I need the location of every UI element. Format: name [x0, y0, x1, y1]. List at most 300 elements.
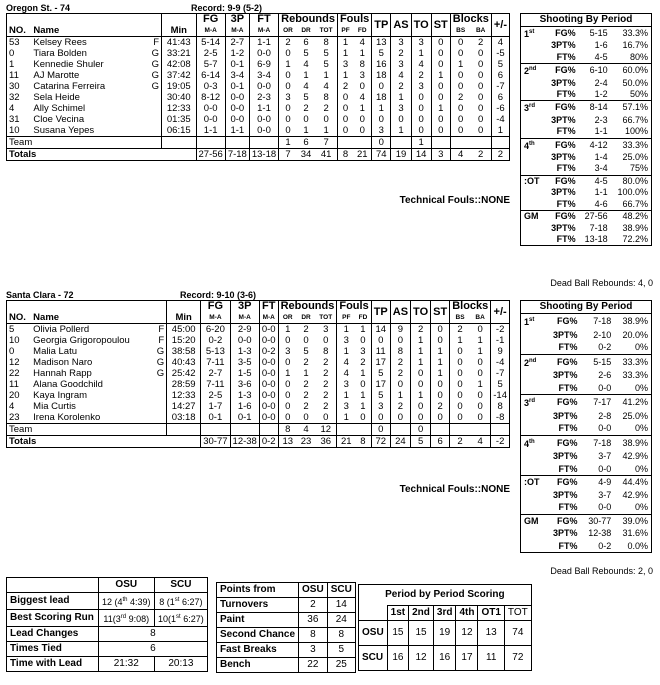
stat-bs: 0: [450, 346, 470, 357]
shooting-made-att: 4-5: [579, 175, 611, 187]
player-number: 23: [9, 412, 20, 423]
summary-value-osu: 21:32: [98, 657, 154, 672]
period-label: 1st: [524, 317, 535, 327]
summary-row: [7, 593, 208, 610]
shooting-stat-label: FG%: [545, 514, 580, 527]
col-header: M-A: [201, 312, 230, 324]
period-label: :OT: [521, 175, 546, 187]
stat-tp: 3-6: [230, 379, 259, 390]
shooting-pct: 60.0%: [611, 64, 652, 78]
stat-tot: 3: [323, 324, 329, 335]
shooting-row: [521, 501, 652, 514]
team-stat-pf: [337, 137, 353, 149]
player-name-cell: [31, 379, 166, 390]
col-header: NO.: [7, 14, 32, 37]
team-record-osu: Record: 9-9 (5-2): [191, 3, 263, 13]
technical-fouls-scu: Technical Fouls::NONE: [399, 484, 510, 495]
col-header: Name: [31, 14, 161, 37]
shooting-title-row: [521, 301, 652, 314]
summary-value-osu: 11(3rd 9:08): [98, 610, 154, 627]
total-tot: 36: [315, 436, 337, 448]
period-label: 3rd: [521, 395, 546, 410]
period-label: [521, 199, 546, 211]
team-stat-dr: 4: [297, 424, 315, 436]
period-header: 1st: [387, 606, 408, 621]
stat-or: 0: [279, 103, 297, 114]
period-score: 72: [504, 646, 531, 671]
stat-pf: 1: [337, 37, 353, 49]
stat-st: 0: [431, 114, 450, 125]
stat-pts: 14: [371, 324, 390, 336]
total-st: 3: [431, 149, 450, 161]
stat-ba: 0: [477, 357, 483, 368]
col-header: Fouls: [337, 301, 371, 313]
total-pf: 8: [337, 149, 353, 161]
stat-min: 38:58: [167, 346, 201, 357]
box-score-table-osu: [6, 13, 510, 161]
stat-tot: 2: [323, 401, 329, 412]
stat-as: 0: [390, 335, 410, 346]
stat-bs: 0: [450, 412, 470, 424]
team-stat-to: 1: [411, 137, 431, 149]
points-from-osu: 22: [299, 658, 328, 673]
stat-tp: 1-3: [230, 346, 259, 357]
period-score: 15: [409, 621, 434, 646]
col-header: 3P: [230, 301, 259, 313]
stat-tp: 0-0: [225, 103, 249, 114]
stat-min: 14:27: [167, 401, 201, 412]
shooting-made-att: 12-38: [588, 528, 612, 538]
shooting-made-att: 5-15: [589, 28, 608, 38]
shooting-row: [521, 489, 652, 502]
player-number: 30: [9, 81, 20, 92]
shooting-row: [521, 223, 652, 234]
stat-pts: 3: [371, 401, 390, 412]
shooting-stat-label: 3PT%: [551, 187, 576, 198]
total-dr: 23: [297, 436, 315, 448]
period-label: 4th: [521, 435, 546, 450]
stat-to: 0: [411, 103, 431, 114]
total-tp: 7-18: [225, 149, 249, 161]
shooting-made-att: 0-0: [598, 382, 612, 393]
dead-ball-rebounds-osu: Dead Ball Rebounds: 4, 0: [550, 278, 653, 288]
total-pm: -2: [491, 436, 510, 448]
shooting-title: Shooting By Period: [521, 301, 652, 314]
stat-ba: 0: [477, 324, 483, 335]
period-score: 11: [478, 646, 504, 671]
dead-ball-rebounds-scu: Dead Ball Rebounds: 2, 0: [550, 566, 653, 576]
period-label: [521, 52, 546, 64]
stat-st: 0: [431, 379, 450, 390]
shooting-pct: 50%: [629, 89, 648, 100]
stat-tot: 5: [323, 59, 329, 70]
player-row: [7, 114, 510, 125]
shooting-made-att: 3-7: [598, 451, 612, 461]
stat-min: 15:20: [167, 335, 201, 346]
stat-or: 0: [279, 48, 297, 59]
shooting-stat-label: FG%: [545, 395, 580, 410]
shooting-by-period-osu: [520, 13, 652, 246]
period-label: [521, 329, 546, 342]
stat-tot: 0: [323, 335, 329, 346]
period-label: [521, 382, 546, 395]
points-from-label: Turnovers: [217, 598, 299, 613]
stat-st: 1: [431, 70, 450, 81]
player-name-cell: [31, 346, 166, 357]
stat-tot: 8: [323, 92, 329, 103]
shooting-made-att: 1-1: [594, 126, 608, 137]
team-stat-ba: [471, 137, 492, 149]
stat-ft: 0-2: [259, 346, 278, 357]
shooting-row: [521, 199, 652, 211]
stat-fd: 4: [359, 92, 365, 103]
player-name: Kaya Ingram: [33, 390, 88, 401]
player-number: 32: [9, 92, 20, 103]
stat-as: 3: [391, 103, 411, 114]
stat-as: 9: [390, 324, 410, 336]
team-stat-min: [162, 137, 196, 149]
team-stat-fd: [353, 137, 372, 149]
stat-to: 0: [411, 401, 431, 412]
stat-or: 0: [279, 114, 297, 125]
shooting-pct: 44.4%: [614, 476, 651, 489]
shooting-pct: 48.2%: [611, 211, 652, 223]
shooting-pct: 33.3%: [611, 138, 652, 152]
shooting-made-att: 4-9: [580, 476, 614, 489]
shooting-stat-label: 3PT%: [551, 40, 576, 51]
shooting-made-att: 3-4: [594, 163, 608, 174]
player-number: 4: [9, 401, 15, 412]
stat-ft: 0-0: [249, 81, 278, 92]
stat-pf: 1: [337, 346, 355, 357]
player-row: [7, 59, 510, 70]
col-header: M-A: [230, 312, 259, 324]
shooting-made-att: 1-2: [594, 89, 608, 100]
total-tot: 41: [315, 149, 337, 161]
summary-label: Best Scoring Run: [7, 610, 99, 627]
col-header: M-A: [225, 25, 249, 37]
player-name: Catarina Ferreira: [33, 81, 106, 92]
shooting-row: [521, 369, 652, 382]
col-header: AS: [391, 14, 411, 37]
stat-or: 0: [278, 401, 297, 412]
stat-min: 41:43: [162, 37, 196, 49]
stat-or: 3: [279, 92, 297, 103]
col-header: Blocks: [450, 14, 491, 26]
stat-ft: 0-0: [249, 114, 278, 125]
summary-value-scu: 20:13: [154, 657, 207, 672]
shooting-row: [521, 527, 652, 540]
total-ba: 2: [471, 149, 492, 161]
stat-fd: 1: [359, 103, 365, 114]
player-name-cell: [31, 324, 166, 336]
stat-dr: 2: [303, 401, 309, 412]
stat-fd: 0: [359, 114, 365, 125]
stat-bs: 0: [450, 81, 470, 92]
player-name: Madison Naro: [33, 357, 93, 368]
stat-or: 1: [278, 368, 297, 379]
col-header: TOT: [315, 312, 337, 324]
team-stat-as: [391, 137, 411, 149]
stat-pts: 0: [372, 81, 391, 92]
col-header: TO: [411, 14, 431, 37]
col-header: OR: [279, 25, 297, 37]
shooting-made-att: 2-4: [594, 77, 608, 88]
col-header: OR: [278, 312, 297, 324]
stat-to: 2: [411, 70, 431, 81]
period-label: [521, 369, 546, 382]
shooting-stat-label: 3PT%: [551, 222, 576, 233]
stat-as: 0: [390, 379, 410, 390]
shooting-pct: 50.0%: [622, 77, 648, 88]
shooting-row: [521, 64, 652, 78]
player-position: G: [151, 59, 160, 70]
points-from-label: Paint: [217, 613, 299, 628]
period-scoring-row: [359, 621, 532, 646]
team-record-scu: Record: 9-10 (3-6): [180, 290, 257, 300]
shooting-made-att: 6-10: [579, 64, 611, 78]
col-header: BA: [471, 25, 492, 37]
shooting-made-att: 8-14: [579, 101, 611, 115]
team-stat-or: 8: [278, 424, 297, 436]
stat-dr: 2: [303, 390, 309, 401]
stat-bs: 1: [450, 59, 470, 70]
team-row-label: Team: [7, 137, 162, 149]
shooting-stat-label: FT%: [558, 463, 578, 474]
team-stat-pts: 0: [372, 137, 391, 149]
points-from-osu: 8: [299, 628, 328, 643]
stat-as: 2: [391, 81, 411, 92]
total-ba: 4: [470, 436, 491, 448]
stat-pts: 5: [371, 368, 390, 379]
points-from-row: [217, 628, 356, 643]
col-header: +/-: [491, 14, 509, 37]
technical-fouls-osu: Technical Fouls::NONE: [399, 195, 510, 206]
stat-tot: 2: [323, 357, 329, 368]
shooting-title: Shooting By Period: [521, 14, 652, 27]
period-label: [521, 126, 546, 138]
stat-bs: 0: [450, 379, 470, 390]
stat-st: 1: [431, 368, 450, 379]
stat-tot: 8: [323, 346, 329, 357]
player-name-cell: [31, 390, 166, 401]
col-header: Min: [167, 301, 201, 324]
player-row: [7, 368, 510, 379]
stat-to: 1: [411, 48, 431, 59]
stat-tot: 0: [323, 114, 329, 125]
stat-fg: 7-11: [201, 357, 230, 368]
col-header: M-A: [259, 312, 278, 324]
stat-as: 0: [390, 412, 410, 424]
player-name: Hannah Rapp: [33, 368, 92, 379]
player-row: [7, 81, 510, 92]
points-from-scu: 25: [327, 658, 355, 673]
stat-st: 0: [431, 390, 450, 401]
team-stat-tot: 7: [315, 137, 337, 149]
stat-dr: 0: [303, 412, 309, 423]
stat-pts: 17: [371, 357, 390, 368]
stat-min: 42:08: [162, 59, 196, 70]
player-name-cell: [31, 103, 161, 114]
stat-ft: 0-0: [249, 48, 278, 59]
stat-pf: 3: [337, 379, 355, 390]
shooting-pct: 75%: [629, 163, 648, 174]
shooting-stat-label: 3PT%: [552, 329, 578, 340]
stat-pm: -2: [491, 324, 510, 336]
shooting-made-att: 0-2: [598, 540, 612, 551]
stat-ba: 0: [478, 70, 484, 81]
stat-as: 2: [390, 357, 410, 368]
period-label: [521, 78, 546, 89]
team-stat-ba: [470, 424, 491, 436]
shooting-stat-label: FG%: [555, 28, 576, 38]
stat-st: 0: [431, 92, 450, 103]
stat-tp: 0-0: [225, 92, 249, 103]
stat-fd: 4: [359, 37, 365, 48]
stat-ft: 0-0: [259, 401, 278, 412]
player-name: Susana Yepes: [33, 125, 95, 136]
shooting-stat-label: FG%: [545, 101, 579, 115]
stat-tp: 2-9: [230, 324, 259, 336]
shooting-stat-label: FT%: [556, 233, 576, 244]
shooting-made-att: 2-3: [594, 114, 608, 125]
stat-pf: 1: [337, 390, 355, 401]
player-position: G: [151, 48, 160, 59]
shooting-pct: 0%: [634, 502, 648, 512]
player-number: 53: [9, 37, 20, 48]
points-from-osu: 3: [299, 643, 328, 658]
player-name-cell: [31, 48, 161, 59]
team-stat-fd: [355, 424, 371, 436]
stat-to: 2: [411, 324, 431, 336]
stat-pm: -8: [491, 412, 510, 424]
totals-label: Totals: [7, 149, 197, 161]
stat-to: 0: [411, 379, 431, 390]
stat-bs: 0: [450, 368, 470, 379]
points-from-scu: 14: [327, 598, 355, 613]
total-pf: 21: [337, 436, 355, 448]
stat-to: 0: [411, 92, 431, 103]
period-label: [521, 163, 546, 175]
player-name-cell: [31, 70, 161, 81]
totals-label: Totals: [7, 436, 201, 448]
stat-ba: 0: [478, 125, 484, 136]
shooting-stat-label: 3PT%: [551, 152, 576, 163]
player-name: Alana Goodchild: [33, 379, 103, 390]
shooting-made-att: 7-18: [589, 222, 608, 233]
stat-pm: -1: [491, 335, 510, 346]
stat-min: 01:35: [162, 114, 196, 125]
period-label: [521, 341, 546, 354]
summary-row: [7, 610, 208, 627]
stat-fd: 1: [360, 390, 366, 401]
stat-as: 4: [391, 70, 411, 81]
col-header: +/-: [491, 301, 510, 324]
period-label: [521, 234, 546, 246]
period-scoring-table: [358, 584, 532, 671]
period-score: 19: [433, 621, 456, 646]
total-or: 13: [278, 436, 297, 448]
team-stat-st: [431, 137, 450, 149]
stat-pm: 1: [491, 125, 509, 137]
player-name: Cloe Vecina: [33, 114, 85, 125]
stat-min: 40:43: [167, 357, 201, 368]
shooting-row: [521, 329, 652, 342]
period-score: 16: [433, 646, 456, 671]
shooting-pct: 39.0%: [614, 514, 651, 527]
total-fg: 27-56: [196, 149, 225, 161]
stat-fd: 1: [360, 401, 366, 412]
shooting-stat-label: FG%: [556, 316, 578, 326]
shooting-row: [521, 126, 652, 138]
total-tp: 12-38: [230, 436, 259, 448]
player-row: [7, 37, 510, 49]
stat-as: 2: [391, 48, 411, 59]
col-header: 3P: [225, 14, 249, 26]
total-fd: 8: [355, 436, 371, 448]
period-label: GM: [521, 211, 546, 223]
col-header: FG: [196, 14, 225, 26]
stat-ba: 0: [477, 412, 483, 423]
stat-tp: 1-6: [230, 401, 259, 412]
stat-ft: 2-3: [249, 92, 278, 103]
stat-to: 3: [411, 81, 431, 92]
stat-as: 3: [391, 59, 411, 70]
team-stat-min: [167, 424, 201, 436]
stat-min: 28:59: [167, 379, 201, 390]
stat-dr: 0: [303, 335, 309, 346]
player-name-cell: [31, 37, 161, 49]
player-row: [7, 346, 510, 357]
shooting-pct: 0%: [634, 463, 648, 474]
team-stat-pm: [491, 137, 509, 149]
stat-tp: 1-2: [225, 48, 249, 59]
shooting-pct: 0%: [634, 382, 648, 393]
stat-min: 19:05: [162, 81, 196, 92]
stat-dr: 2: [303, 379, 309, 390]
period-label: 3rd: [521, 101, 546, 115]
player-row: [7, 390, 510, 401]
shooting-made-att: 4-12: [579, 138, 611, 152]
shooting-title-row: [521, 14, 652, 27]
shooting-pct: 80.0%: [611, 175, 652, 187]
box-score-table-scu: [6, 300, 510, 448]
stat-tot: 8: [323, 37, 329, 48]
stat-min: 03:18: [167, 412, 201, 424]
summary-label: Times Tied: [7, 642, 99, 657]
total-dr: 34: [297, 149, 316, 161]
points-from-label: Fast Breaks: [217, 643, 299, 658]
player-position: F: [158, 324, 165, 335]
stat-pm: 8: [491, 401, 510, 412]
player-name-cell: [31, 412, 166, 424]
stat-or: 0: [279, 70, 297, 81]
player-position: G: [156, 346, 165, 357]
shooting-pct: 42.9%: [622, 489, 648, 500]
stat-bs: 0: [450, 401, 470, 412]
stat-fd: 3: [359, 70, 365, 81]
total-to: 14: [411, 149, 431, 161]
shooting-pct: 0%: [634, 342, 648, 352]
stat-fg: 2-5: [196, 48, 225, 59]
shooting-row: [521, 341, 652, 354]
shooting-stat-label: FT%: [558, 342, 578, 352]
stat-ft: 0-0: [249, 125, 278, 137]
team-stat-pm: [491, 424, 510, 436]
team-name-score: Oregon St. - 74: [6, 3, 71, 13]
points-from-row: [217, 658, 356, 673]
team-row: [7, 424, 510, 436]
